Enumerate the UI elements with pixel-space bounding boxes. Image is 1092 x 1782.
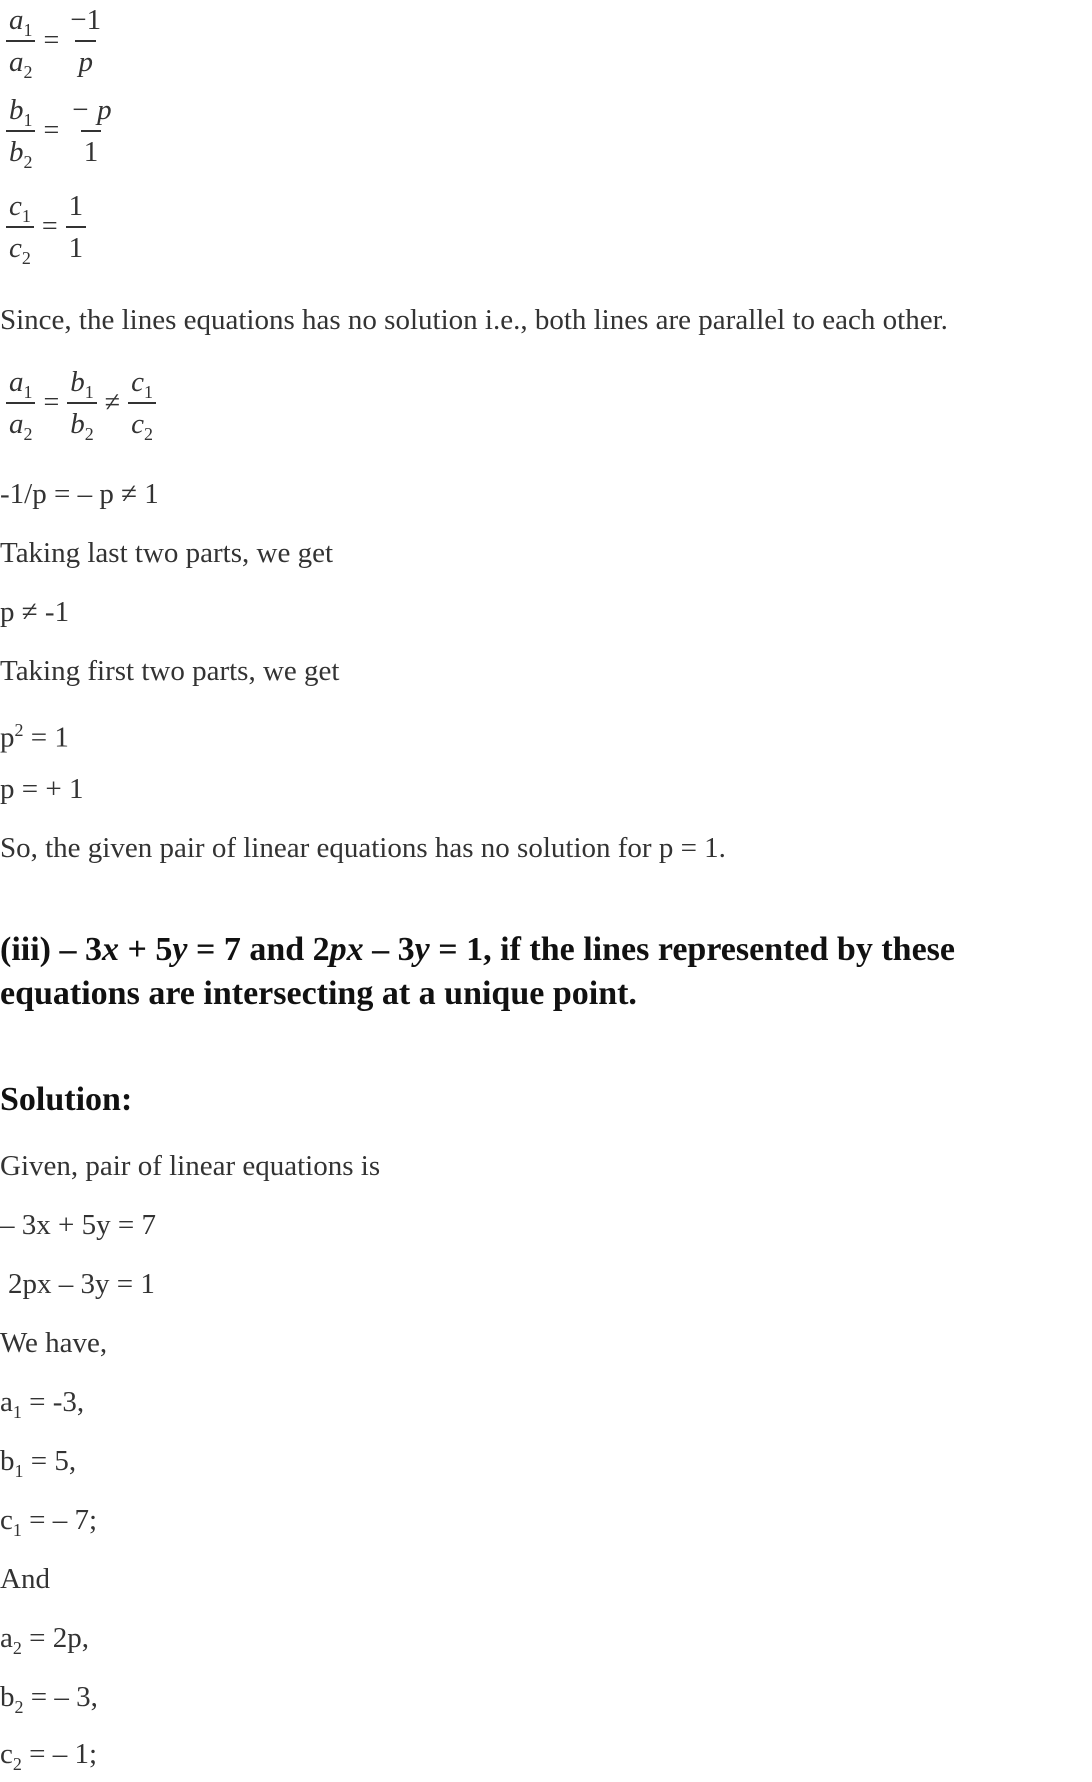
- ratio-c: [4, 186, 88, 268]
- c1-value: $c_1$ = – 7;: [0, 1504, 98, 1540]
- not-equal-sign: ≠: [104, 387, 121, 418]
- c2-value: $c_2$ = – 1;: [0, 1738, 98, 1774]
- ratio-b: [4, 90, 117, 172]
- equation-1: – 3x + 5y = 7: [0, 1209, 156, 1241]
- b1-value: $b_1 = 5$,: [0, 1445, 77, 1481]
- fraction-a1-a2: $\frac{a_1}{a_2}$: [6, 362, 35, 444]
- ratio-line: -1/p = – p ≠ 1: [0, 478, 159, 510]
- parallel-condition: [4, 362, 158, 444]
- fraction-b1-b2: $\frac{b_1}{b_2}$: [6, 90, 35, 172]
- fraction-minus1-p: $\frac{-1}{p}$: [67, 0, 104, 82]
- equation-2: 2px – 3y = 1: [8, 1268, 155, 1300]
- equals-sign: =: [43, 387, 60, 418]
- ratio-a: [4, 0, 106, 82]
- we-have-text: We have,: [0, 1327, 108, 1359]
- given-text: Given, pair of linear equations is: [0, 1150, 381, 1182]
- since-text: Since, the lines equations has no solution i.e., both lines are parallel to each other.: [0, 304, 948, 336]
- fraction-minus-p-1: $\frac{- p}{1}$: [67, 90, 114, 172]
- p-plus-minus-line: p = + 1: [0, 773, 84, 805]
- fraction-c1-c2: $\frac{c_1}{c_2}$: [6, 186, 34, 268]
- fraction-a1-a2: $\frac{a_1}{a_2}$: [6, 0, 35, 82]
- fraction-b1-b2: $\frac{b_1}{b_2}$: [67, 362, 96, 444]
- equals-sign: =: [43, 25, 60, 56]
- conclusion-text: So, the given pair of linear equations has no solution for p = 1.: [0, 832, 726, 864]
- a2-value: $a_2 = 2p$,: [0, 1622, 89, 1658]
- solution-label: Solution:: [0, 1081, 133, 1118]
- equals-sign: =: [43, 115, 60, 146]
- a1-value: $a_1 = -3$,: [0, 1386, 85, 1422]
- b2-value: $b_2$ = – 3,: [0, 1681, 98, 1717]
- equals-sign: =: [41, 211, 58, 242]
- and-text: And: [0, 1563, 50, 1595]
- fraction-1-1: $\frac{1}{1}$: [66, 186, 87, 268]
- p-squared-line: $p^2 = 1$: [0, 720, 69, 754]
- first-two-text: Taking first two parts, we get: [0, 655, 340, 687]
- p-not-equal-line: p ≠ -1: [0, 596, 70, 628]
- question-heading: (iii) – 3x + 5y = 7 and 2px – 3y = 1, if the lines represented by these equations are intersecting at a unique point.: [0, 931, 955, 1012]
- fraction-c1-c2: $\frac{c_1}{c_2}$: [128, 362, 156, 444]
- last-two-text: Taking last two parts, we get: [0, 537, 334, 569]
